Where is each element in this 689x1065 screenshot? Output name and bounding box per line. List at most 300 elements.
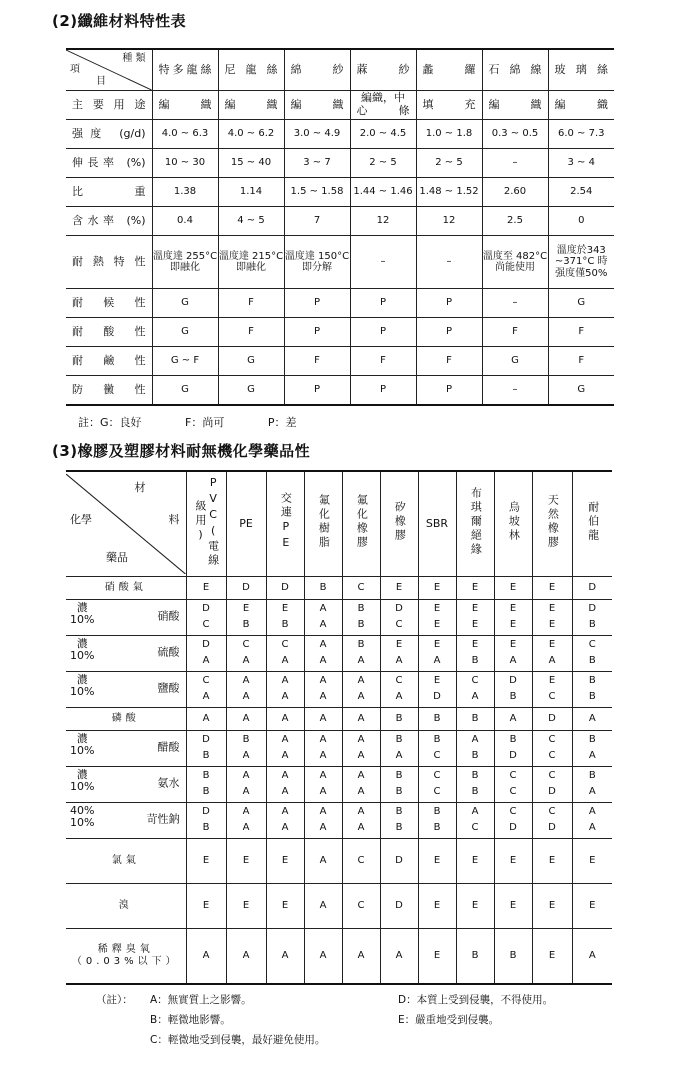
note-b: B：輕微地影響。 (150, 1014, 231, 1026)
cell: – (350, 236, 416, 289)
rating-cell (456, 838, 494, 883)
rating: E (471, 581, 479, 593)
rating: A (319, 639, 327, 651)
cell: 4.0 ~ 6.3 (152, 120, 218, 149)
column-header (342, 471, 380, 576)
header-corner (66, 471, 186, 576)
cell: 3.0 ~ 4.9 (284, 120, 350, 149)
table-row (66, 318, 614, 347)
rating: A (242, 806, 250, 818)
rating-cell (342, 599, 380, 635)
table-row (66, 576, 612, 599)
rating: C (202, 619, 210, 631)
rating-cell (342, 635, 380, 671)
rating-cell (494, 766, 532, 802)
rating: E (509, 581, 517, 593)
column-header: 石綿線 (482, 49, 548, 91)
concentration: 40% 10% (70, 803, 95, 829)
rating-cell (494, 635, 532, 671)
chemical-name: 硫酸 (157, 645, 180, 659)
column-header: 蠡纙 (416, 49, 482, 91)
rating-cell (532, 766, 572, 802)
cell: 編 織 (548, 91, 614, 120)
rating-cell (572, 766, 612, 802)
concentration: 濃 10% (70, 731, 95, 757)
rating: C (471, 822, 479, 834)
cell: 1.48 ~ 1.52 (416, 178, 482, 207)
cell: 2 ~ 5 (416, 149, 482, 178)
rating-cell (342, 928, 380, 984)
cell: P (416, 376, 482, 406)
rating: E (242, 899, 250, 911)
rating: B (433, 712, 441, 724)
rating-cell (380, 766, 418, 802)
rating-cell (494, 883, 532, 928)
chemical-label (66, 766, 186, 802)
rating-cell (266, 802, 304, 838)
rating: A (281, 822, 289, 834)
cell: – (482, 376, 548, 406)
rating: B (202, 750, 210, 762)
rating: C (395, 619, 403, 631)
corner-right: 料 (168, 512, 180, 526)
cell: 1.0 ~ 1.8 (416, 120, 482, 149)
chemical-label (66, 599, 186, 635)
rating: A (395, 949, 403, 961)
rating: A (319, 619, 327, 631)
table-row (66, 347, 614, 376)
rating: B (471, 770, 479, 782)
rating-cell (342, 707, 380, 730)
rating-cell (456, 576, 494, 599)
rating: B (395, 734, 403, 746)
row-label: 伸長率 (%) (66, 149, 152, 178)
cell: 3 ~ 4 (548, 149, 614, 178)
rating-cell (572, 707, 612, 730)
rating: E (509, 639, 517, 651)
rating: E (471, 603, 479, 615)
rating: E (471, 639, 479, 651)
rating-cell (418, 635, 456, 671)
rating-cell (226, 635, 266, 671)
rating-cell (266, 766, 304, 802)
column-header (572, 471, 612, 576)
table-row (66, 91, 614, 120)
rating: C (509, 770, 517, 782)
rating-cell (226, 766, 266, 802)
rating: A (395, 691, 403, 703)
rating: B (433, 822, 441, 834)
table-row (66, 707, 612, 730)
rating-cell (304, 883, 342, 928)
corner-bottom: 藥品 (106, 550, 128, 564)
rating: C (588, 639, 596, 651)
cell: P (284, 289, 350, 318)
rating-cell (418, 599, 456, 635)
rating: E (509, 899, 517, 911)
rating-cell (304, 928, 342, 984)
table2-note-prefix: （註）： (96, 994, 133, 1006)
rating-cell (226, 599, 266, 635)
rating-cell (266, 883, 304, 928)
rating: A (357, 806, 365, 818)
rating: E (471, 619, 479, 631)
rating-cell (494, 802, 532, 838)
rating: E (242, 854, 250, 866)
column-label: 布琪爾絕緣 (469, 487, 483, 557)
rating: A (588, 822, 596, 834)
rating-cell (226, 707, 266, 730)
rating: A (281, 675, 289, 687)
rating: E (433, 675, 441, 687)
rating: B (395, 712, 403, 724)
rating: A (202, 691, 210, 703)
rating: A (202, 949, 210, 961)
column-header (226, 471, 266, 576)
cell: 編 織 (284, 91, 350, 120)
column-header (456, 471, 494, 576)
rating: A (357, 734, 365, 746)
chemical-name: 磷酸 (111, 712, 140, 724)
rating: C (433, 770, 441, 782)
rating: B (471, 949, 479, 961)
rating: A (319, 806, 327, 818)
rating-cell (456, 730, 494, 766)
cell: 4.0 ~ 6.2 (218, 120, 284, 149)
rating: B (319, 581, 327, 593)
rating: B (202, 822, 210, 834)
rating-cell (186, 707, 226, 730)
rating: A (471, 734, 479, 746)
rating-cell (266, 838, 304, 883)
rating: D (202, 639, 210, 651)
cell: G (218, 347, 284, 376)
rating: B (471, 712, 479, 724)
rating-cell (186, 802, 226, 838)
rating: B (588, 734, 596, 746)
table-row (66, 671, 612, 707)
column-header: 尼龍絲 (218, 49, 284, 91)
cell: 12 (350, 207, 416, 236)
rating-cell (304, 730, 342, 766)
chemical-label (66, 928, 186, 984)
rating: E (548, 854, 556, 866)
row-label: 耐熱特性 (66, 236, 152, 289)
column-label: PVC(電線級用) (194, 476, 220, 568)
header-row (66, 49, 614, 91)
rating: E (433, 949, 441, 961)
rating: B (395, 806, 403, 818)
rating: A (357, 655, 365, 667)
rating-cell (532, 928, 572, 984)
table-row (66, 802, 612, 838)
cell: F (416, 347, 482, 376)
chemical-name: 鹽酸 (157, 681, 180, 695)
column-label: SBR (425, 516, 449, 530)
rating-cell (572, 883, 612, 928)
rating: C (548, 691, 556, 703)
rating: A (242, 712, 250, 724)
rating-cell (186, 838, 226, 883)
rating: A (202, 712, 210, 724)
cell: 溫度達 150°C 即分解 (284, 236, 350, 289)
rating-cell (380, 730, 418, 766)
note-poor: P：差 (267, 416, 297, 429)
rating-cell (456, 599, 494, 635)
column-header (532, 471, 572, 576)
rating-cell (456, 766, 494, 802)
rating: A (319, 822, 327, 834)
rating-cell (532, 730, 572, 766)
table2-notes-right (398, 990, 553, 1030)
rating-cell (304, 635, 342, 671)
chemical-name: 醋酸 (157, 740, 180, 754)
concentration: 濃 10% (70, 767, 95, 793)
rating: E (202, 854, 210, 866)
rating-cell (418, 730, 456, 766)
cell: F (218, 318, 284, 347)
column-header (494, 471, 532, 576)
rating: A (242, 822, 250, 834)
cell: 2.0 ~ 4.5 (350, 120, 416, 149)
rating: E (548, 581, 556, 593)
rating: A (242, 949, 250, 961)
column-label: 天然橡膠 (546, 494, 560, 550)
rating: E (281, 899, 289, 911)
column-header (380, 471, 418, 576)
rating-cell (342, 838, 380, 883)
cell: 1.14 (218, 178, 284, 207)
cell: 0.4 (152, 207, 218, 236)
rating-cell (456, 883, 494, 928)
rating: C (202, 675, 210, 687)
rating: A (281, 786, 289, 798)
rating-cell (226, 576, 266, 599)
cell: G ~ F (152, 347, 218, 376)
rating-cell (342, 766, 380, 802)
cell: 6.0 ~ 7.3 (548, 120, 614, 149)
rating: A (242, 750, 250, 762)
rating-cell (342, 576, 380, 599)
rating: E (589, 854, 596, 866)
rating: D (202, 806, 210, 818)
rating-cell (494, 730, 532, 766)
rating-cell (572, 671, 612, 707)
rating: A (319, 899, 327, 911)
rating: E (509, 603, 517, 615)
rating: C (509, 806, 517, 818)
rating: D (548, 822, 556, 834)
rating: A (548, 655, 556, 667)
rating: E (433, 603, 441, 615)
rating: A (242, 770, 250, 782)
rating-cell (342, 883, 380, 928)
rating-cell (226, 802, 266, 838)
rating: A (319, 854, 327, 866)
rating: B (395, 770, 403, 782)
rating-cell (226, 671, 266, 707)
column-label: PE (239, 516, 253, 530)
cell: 溫度達 255°C 即融化 (152, 236, 218, 289)
rating: E (433, 581, 441, 593)
cell: 1.44 ~ 1.46 (350, 178, 416, 207)
rating-cell (532, 671, 572, 707)
cell: 1.38 (152, 178, 218, 207)
rating: A (357, 949, 365, 961)
rating: A (509, 712, 517, 724)
rating: C (471, 675, 479, 687)
rating: A (357, 786, 365, 798)
rating: A (588, 806, 596, 818)
rating: B (588, 619, 596, 631)
table-row (66, 730, 612, 766)
rating: B (588, 675, 596, 687)
rating: D (548, 786, 556, 798)
row-label: 耐酸性 (66, 318, 152, 347)
rating: A (319, 655, 327, 667)
rating: E (202, 581, 210, 593)
rating: B (202, 770, 210, 782)
note-good: 註：G：良好 (78, 416, 142, 429)
rating: A (357, 691, 365, 703)
table2-notes-left (150, 990, 325, 1050)
cell: G (152, 318, 218, 347)
note-c: C：輕微地受到侵襲，最好避免使用。 (150, 1034, 326, 1046)
column-header: 特多龍絲 (152, 49, 218, 91)
chemical-label (66, 802, 186, 838)
rating: D (509, 750, 517, 762)
rating-cell (380, 576, 418, 599)
cell: 2.54 (548, 178, 614, 207)
rating: A (242, 675, 250, 687)
column-header: 綿紗 (284, 49, 350, 91)
rating-cell (532, 802, 572, 838)
rating: C (433, 786, 441, 798)
rating-cell (494, 576, 532, 599)
rating-cell (456, 707, 494, 730)
chemical-name: 硝酸氣 (104, 581, 147, 593)
chemical-label (66, 635, 186, 671)
column-label: 交連PE (279, 492, 293, 552)
rating-cell (266, 599, 304, 635)
rating-cell (572, 576, 612, 599)
column-label: 氟化樹脂 (317, 494, 331, 550)
cell: 2 ~ 5 (350, 149, 416, 178)
row-label: 强度 (g/d) (66, 120, 152, 149)
rating: D (548, 712, 556, 724)
rating-cell (418, 707, 456, 730)
header-row (66, 471, 612, 576)
rating-cell (304, 707, 342, 730)
rating-cell (186, 730, 226, 766)
rating: C (548, 806, 556, 818)
rating-cell (456, 671, 494, 707)
cell: P (284, 318, 350, 347)
rating-cell (304, 766, 342, 802)
cell: 溫度達 215°C 即融化 (218, 236, 284, 289)
column-label: 烏坡林 (507, 501, 521, 543)
rating: B (202, 786, 210, 798)
rating-cell (380, 707, 418, 730)
table-row (66, 236, 614, 289)
chemical-label (66, 730, 186, 766)
concentration: 濃 10% (70, 636, 95, 662)
rating: E (202, 899, 210, 911)
rating-cell (186, 576, 226, 599)
row-label: 比 重 (66, 178, 152, 207)
cell: 4 ~ 5 (218, 207, 284, 236)
rating-cell (304, 838, 342, 883)
rating-cell (532, 838, 572, 883)
rating-cell (304, 671, 342, 707)
column-header (418, 471, 456, 576)
rating: D (395, 603, 403, 615)
cell: 溫度至 482°C 尚能使用 (482, 236, 548, 289)
table-row (66, 149, 614, 178)
rating: E (471, 899, 479, 911)
rating: A (319, 770, 327, 782)
rating-cell (266, 576, 304, 599)
rating: C (357, 854, 365, 866)
cell: G (152, 376, 218, 406)
rating-cell (418, 766, 456, 802)
rating-cell (572, 730, 612, 766)
rating: B (471, 786, 479, 798)
chemical-label (66, 883, 186, 928)
note-fair: F：尚可 (185, 416, 225, 429)
cell: 15 ~ 40 (218, 149, 284, 178)
row-label: 耐鹼性 (66, 347, 152, 376)
column-header: 蔴紗 (350, 49, 416, 91)
rating: A (357, 675, 365, 687)
rating: B (395, 786, 403, 798)
rating: E (395, 639, 403, 651)
rating: A (588, 786, 596, 798)
rating-cell (532, 707, 572, 730)
cell: 3 ~ 7 (284, 149, 350, 178)
rating-cell (456, 635, 494, 671)
rating: E (433, 639, 441, 651)
concentration: 濃 10% (70, 600, 95, 626)
column-header (186, 471, 226, 576)
cell: F (218, 289, 284, 318)
rating-cell (266, 671, 304, 707)
rating-cell (532, 883, 572, 928)
row-label: 含水率 (%) (66, 207, 152, 236)
rating-cell (186, 671, 226, 707)
chemical-name: 硝酸 (157, 609, 180, 623)
rating-cell (572, 928, 612, 984)
cell: G (482, 347, 548, 376)
rating: E (548, 675, 556, 687)
column-label: 耐伯龍 (586, 501, 600, 543)
rating-cell (380, 802, 418, 838)
rating: E (589, 899, 596, 911)
corner-left: 化學 (70, 512, 92, 526)
rating: D (202, 603, 210, 615)
rating: E (509, 619, 517, 631)
cell: F (350, 347, 416, 376)
rating: B (281, 619, 289, 631)
rating-cell (226, 730, 266, 766)
rating: A (281, 806, 289, 818)
cell: P (284, 376, 350, 406)
rating-cell (266, 730, 304, 766)
rating-cell (380, 671, 418, 707)
rating: E (433, 854, 441, 866)
rating: A (588, 712, 596, 724)
rating: A (281, 770, 289, 782)
